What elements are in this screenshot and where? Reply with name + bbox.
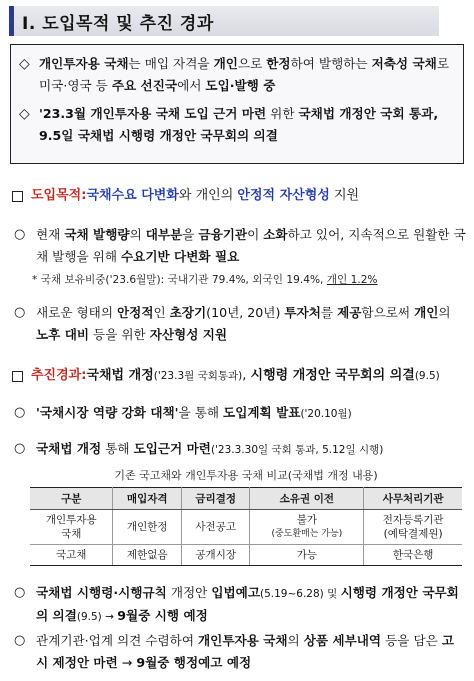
- text-run: 등을 위한: [89, 327, 150, 342]
- text-run: 으로: [237, 56, 267, 71]
- summary-item-2: [19, 103, 455, 147]
- table-cell: 가능: [250, 545, 364, 566]
- section-title: Ⅰ. 도입목적 및 추진 경과: [22, 13, 214, 34]
- circle-bullet-icon: ○: [14, 441, 26, 456]
- text-run: 하고 있어, 지속적으로 원활한 국채 발행을 위해: [36, 227, 466, 264]
- circle-bullet-icon: ○: [14, 585, 26, 600]
- column-header: 사무처리기관: [364, 488, 462, 510]
- progress-bullet-2: [14, 438, 466, 461]
- text-run: 9월중 행정예고 예정: [136, 655, 252, 670]
- diamond-bullet-icon: ◇: [19, 106, 30, 122]
- text-run: 시행령 개정안 국무회의 의결: [250, 368, 415, 383]
- text-run: 개인의: [195, 188, 238, 203]
- text-run: 의: [438, 305, 451, 320]
- table-header-row: [30, 488, 462, 510]
- purpose-note: [32, 272, 462, 288]
- table-caption: 기존 국고채와 개인투자용 국채 비교(국채법 개정 내용): [114, 469, 378, 482]
- text-run: 하여 발행하는: [290, 56, 372, 71]
- text-run: 에서: [177, 78, 206, 93]
- text-run: 안정적: [117, 305, 154, 320]
- text-run: 투자처: [284, 305, 321, 320]
- progress-heading: [12, 366, 464, 386]
- text-run: 개인투자용 국채: [198, 633, 288, 648]
- diamond-bullet-icon: ◇: [19, 56, 30, 72]
- text-run: '23.3월 개인투자용 국채 도입 근거 마련: [39, 106, 267, 121]
- text-run: 주요 선진국: [111, 78, 178, 93]
- text-run: (9.5) →: [76, 611, 118, 623]
- text-run: ('23.3.30일 국회 통과, 5.12일 시행): [210, 444, 384, 456]
- text-run: 도입·발행 중: [205, 78, 276, 93]
- text-run: 제공: [337, 305, 362, 320]
- text-run: 로 미국·영국 등: [39, 56, 449, 93]
- square-bullet-icon: [12, 371, 23, 382]
- text-run: 자산형성 지원: [149, 327, 228, 342]
- table-cell: [250, 510, 364, 545]
- text-run: 위한: [266, 106, 299, 121]
- text-run: 소화: [263, 227, 288, 242]
- text-run: * 국채 보유비중('23.6월말): 국내기관 79.4%, 외국인 19.4%,: [32, 274, 327, 286]
- text-run: (9.5): [414, 370, 440, 382]
- text-run: 국채법 시행령·시행규칙: [36, 585, 167, 600]
- text-run: 초장기: [169, 305, 207, 320]
- text-run: 지원: [329, 188, 360, 203]
- summary-box: [10, 44, 464, 164]
- progress-bullet-1: [14, 402, 466, 425]
- circle-bullet-icon: ○: [14, 405, 26, 420]
- text-run: 도입계획 발표: [223, 405, 301, 420]
- text-run: 금융기관: [198, 227, 248, 242]
- text-run: 의: [287, 633, 304, 648]
- text-run: ('20.10월): [300, 408, 352, 420]
- text-run: 수요기반 다변화 필요: [121, 249, 240, 264]
- text-run: 등을 담은: [381, 633, 442, 648]
- table-cell: 한국은행: [364, 545, 462, 566]
- purpose-bullet-1: [14, 224, 466, 268]
- comparison-table: [30, 487, 462, 566]
- text-run: 현재: [36, 227, 65, 242]
- table-cell: 전자등록기관 (예탁결제원): [364, 510, 462, 545]
- text-run: ('23.3월 국회통과): [153, 370, 243, 382]
- text-run: 한정: [266, 56, 291, 71]
- text-run: 개인: [414, 305, 439, 320]
- text-run: 안정적 자산형성: [237, 188, 330, 203]
- column-header: 매입자격: [113, 488, 181, 510]
- circle-bullet-icon: ○: [14, 305, 26, 320]
- text-run: 의: [129, 227, 146, 242]
- text-run: 개인투자용 국채: [39, 56, 129, 71]
- text-run: 저축성 국채: [371, 56, 437, 71]
- text-run: ,: [242, 368, 251, 383]
- progress-label: 추진경과: [31, 368, 82, 383]
- text-run: 통해: [101, 441, 134, 456]
- text-run: 새로운 형태의: [36, 305, 117, 320]
- column-header: 구분: [30, 488, 113, 510]
- text-run: 국채법 개정: [36, 441, 102, 456]
- purpose-heading: [12, 186, 464, 206]
- purpose-label: 도입목적: [31, 188, 82, 203]
- comparison-table-block: [30, 468, 462, 566]
- table-cell: 사전공고: [181, 510, 249, 545]
- text-run: 9월중 시행 예정: [117, 608, 208, 623]
- text-run: (10년, 20년): [206, 305, 285, 320]
- table-cell: 개인투자용 국채: [30, 510, 113, 545]
- table-row: [30, 545, 462, 566]
- text-run: 함으로써: [361, 305, 415, 320]
- purpose-bullet-2: [14, 302, 466, 346]
- text-run: 관계기관·업계 의견 수렴하여: [36, 633, 198, 648]
- text-run: 개인 1.2%: [326, 274, 378, 286]
- progress-bullet-4: [14, 630, 466, 674]
- text-run: 노후 대비: [36, 327, 90, 342]
- summary-item-1: [19, 53, 455, 97]
- column-header: 금리결정: [181, 488, 249, 510]
- text-run: :: [81, 188, 87, 203]
- text-run: :: [81, 368, 87, 383]
- table-cell: 개인한정: [113, 510, 181, 545]
- text-run: 상품 세부내역: [303, 633, 382, 648]
- text-run: 입법예고: [211, 585, 261, 600]
- column-header: 소유권 이전: [250, 488, 364, 510]
- table-row: [30, 510, 462, 545]
- text-run: 을: [182, 227, 199, 242]
- text-run: 국채법 개정: [86, 368, 154, 383]
- section-title-bar: [9, 6, 439, 36]
- text-run: 대부분: [145, 227, 183, 242]
- cell-line: 불가: [296, 514, 317, 526]
- text-run: 고시 제정안 마련: [36, 633, 454, 670]
- text-run: 는 매입 자격을: [128, 56, 214, 71]
- text-run: 을 통해: [178, 405, 224, 420]
- text-run: 국채법 개정안 국회 통과, 9.5일 국채법 시행령 개정안 국무회의 의결: [39, 106, 439, 143]
- table-cell: 국고채: [30, 545, 113, 566]
- text-run: 국채수요 다변화: [86, 188, 179, 203]
- text-run: 개정안: [166, 585, 212, 600]
- progress-bullet-3: [14, 582, 466, 628]
- text-run: 시행령 개정안 국무회의 의결: [36, 585, 459, 623]
- circle-bullet-icon: ○: [14, 227, 26, 242]
- table-cell: 공개시장: [181, 545, 249, 566]
- text-run: 를: [320, 305, 338, 320]
- text-run: 국채 발행량: [64, 227, 130, 242]
- cell-subline: (중도환매는 가능): [271, 529, 343, 539]
- text-run: '국채시장 역량 강화 대책': [36, 405, 179, 420]
- text-run: (5.19~6.28) 및: [260, 588, 341, 600]
- square-bullet-icon: [12, 191, 23, 202]
- table-cell: 제한없음: [113, 545, 181, 566]
- text-run: 와: [178, 188, 196, 203]
- text-run: 개인: [213, 56, 238, 71]
- text-run: →: [117, 655, 137, 670]
- text-run: 인: [153, 305, 170, 320]
- circle-bullet-icon: ○: [14, 633, 26, 648]
- text-run: 이: [247, 227, 264, 242]
- text-run: 도입근거 마련: [133, 441, 211, 456]
